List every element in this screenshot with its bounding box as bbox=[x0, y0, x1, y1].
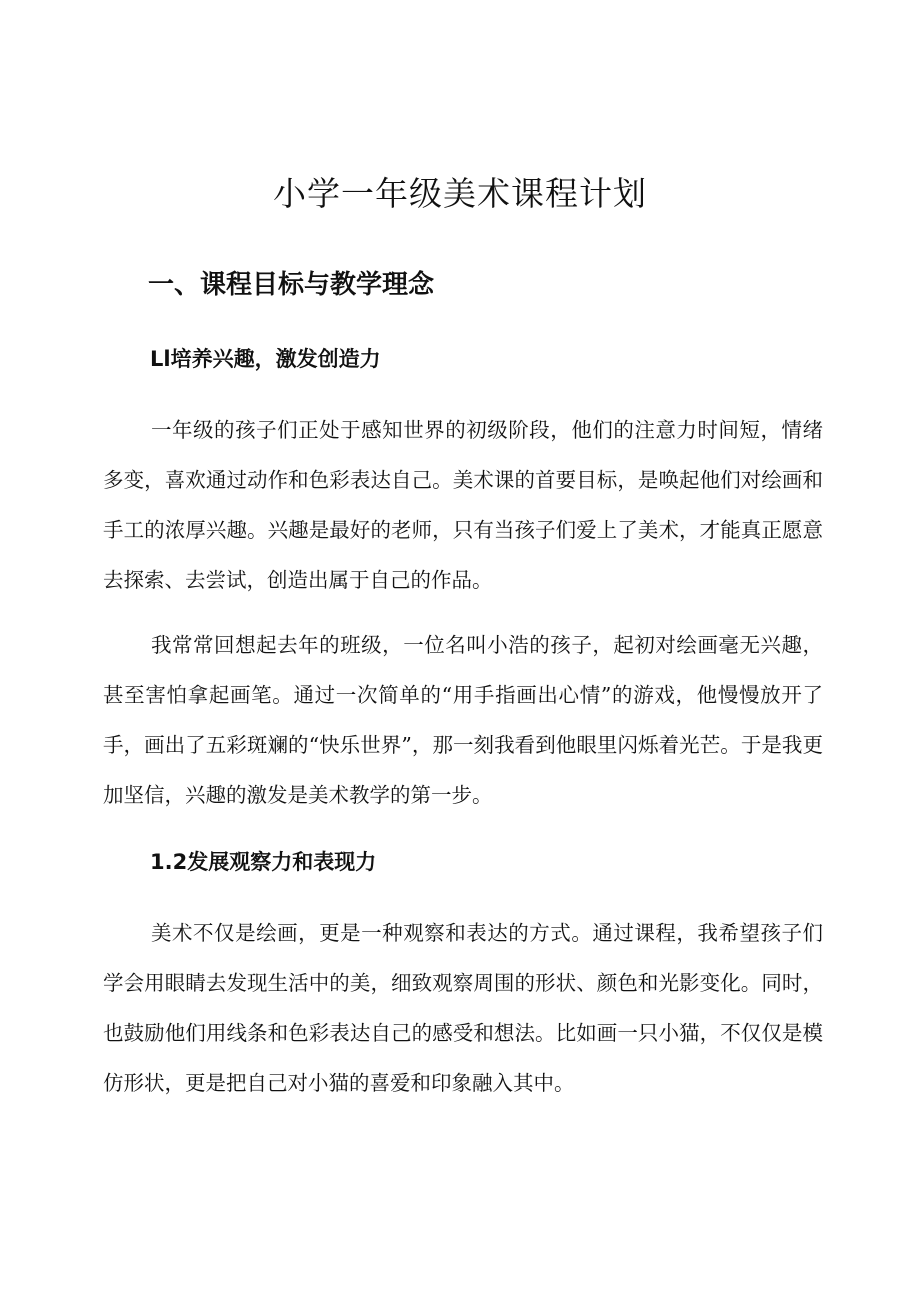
paragraph: 一年级的孩子们正处于感知世界的初级阶段，他们的注意力时间短，情绪多变，喜欢通过动作和色彩表达自己。美术课的首要目标，是唤起他们对绘画和手工的浓厚兴趣。兴趣是最好的老师，只有当孩子们爱上了美术，才能真正愿意去探索、去尝试，创造出属于自己的作品。 bbox=[103, 418, 823, 592]
paragraph: 美术不仅是绘画，更是一种观察和表达的方式。通过课程，我希望孩子们学会用眼睛去发现生活中的美，细致观察周围的形状、颜色和光影变化。同时，也鼓励他们用线条和色彩表达自己的感受和想法。比如画一只小猫，不仅仅是模仿形状，更是把自己对小猫的喜爱和印象融入其中。 bbox=[103, 921, 823, 1095]
subsection-heading-1-2: 1.2发展观察力和表现力 bbox=[150, 850, 377, 874]
section-heading-1: 一、课程目标与教学理念 bbox=[148, 270, 435, 300]
document-title: 小学一年级美术课程计划 bbox=[273, 174, 647, 213]
paragraph: 我常常回想起去年的班级，一位名叫小浩的孩子，起初对绘画毫无兴趣，甚至害怕拿起画笔。通过一次简单的“用手指画出心情”的游戏，他慢慢放开了手，画出了五彩斑斓的“快乐世界”，那一刻我看到他眼里闪烁着光芒。于是我更加坚信，兴趣的激发是美术教学的第一步。 bbox=[103, 633, 823, 807]
subsection-heading-1-1: Ll培养兴趣，激发创造力 bbox=[150, 347, 381, 371]
